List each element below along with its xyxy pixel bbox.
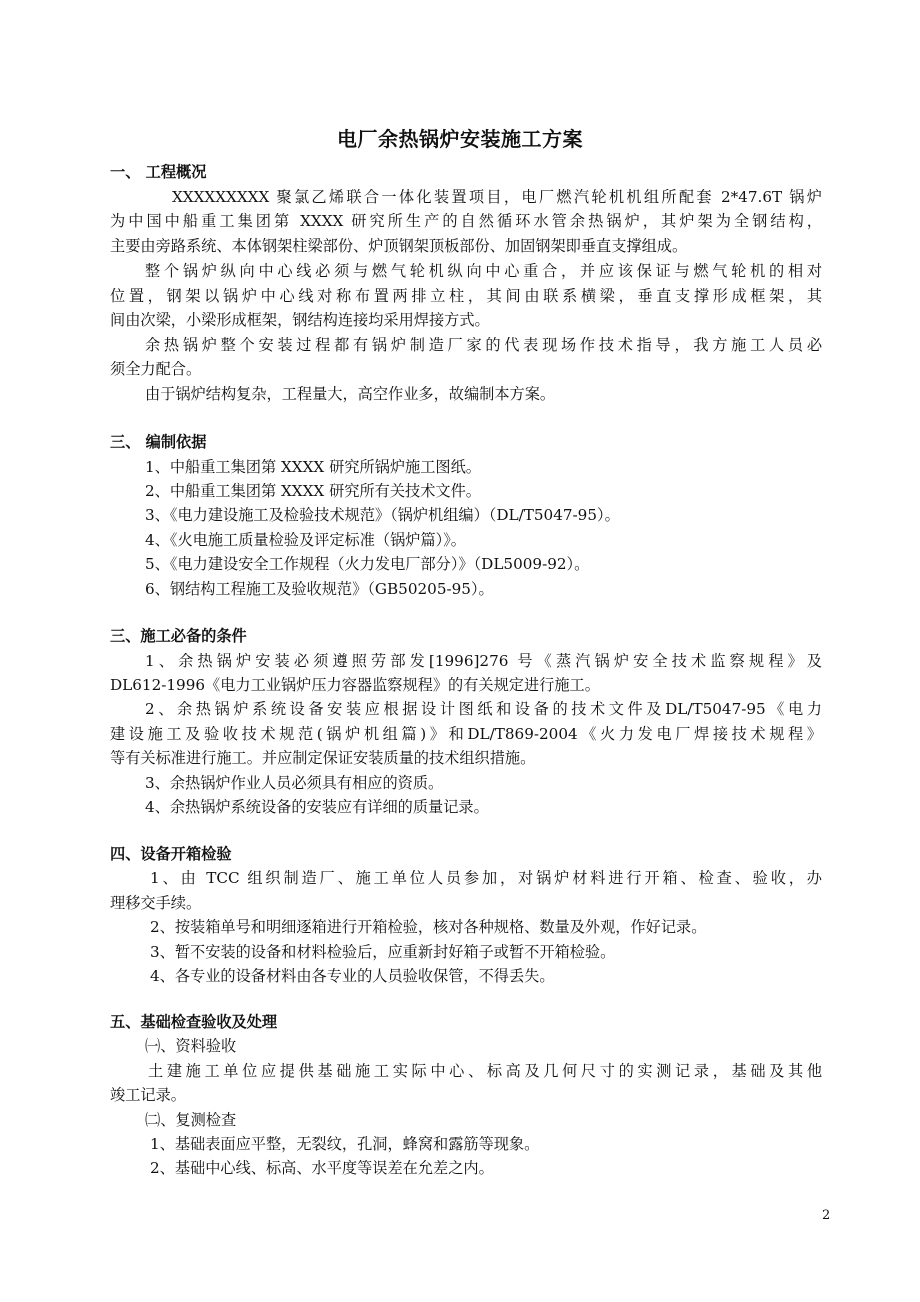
- document-title: 电厂余热锅炉安装施工方案: [337, 127, 583, 151]
- section-heading: 一、 工程概况: [110, 163, 207, 181]
- list-item: 6、钢结构工程施工及验收规范》（GB50205-95）。: [145, 580, 494, 598]
- section-heading: 三、 编制依据: [110, 433, 207, 451]
- page-number: 2: [822, 1208, 831, 1223]
- paragraph-line: 土建施工单位应提供基础施工实际中心、标高及几何尺寸的实测记录，基础及其他: [148, 1062, 822, 1080]
- paragraph-line: 须全力配合。: [110, 360, 202, 378]
- list-item: 4、各专业的设备材料由各专业的人员验收保管，不得丢失。: [150, 967, 555, 985]
- list-item: 4、余热锅炉系统设备的安装应有详细的质量记录。: [145, 798, 489, 816]
- list-item: 1、由 TCC 组织制造厂、施工单位人员参加，对锅炉材料进行开箱、检查、验收，办: [150, 869, 822, 887]
- paragraph-line: 建设施工及验收技术规范(锅炉机组篇)》和DL/T869-2004《火力发电厂焊接技术规程》: [110, 725, 822, 743]
- list-item: 3、《电力建设施工及检验技术规范》（锅炉机组编）（DL/T5047-95）。: [145, 506, 620, 524]
- paragraph-line: XXXXXXXXX 聚氯乙烯联合一体化装置项目，电厂燃汽轮机机组所配套 2*47.6T 锅炉: [172, 188, 822, 206]
- list-item: 2、按装箱单号和明细逐箱进行开箱检验，核对各种规格、数量及外观，作好记录。: [150, 918, 707, 936]
- section-heading: 三、施工必备的条件: [110, 627, 247, 645]
- paragraph-line: 等有关标准进行施工。并应制定保证安装质量的技术组织措施。: [110, 749, 536, 767]
- paragraph-line: 间由次梁，小梁形成框架，钢结构连接均采用焊接方式。: [110, 311, 490, 329]
- paragraph-line: 由于锅炉结构复杂，工程量大，高空作业多，故编制本方案。: [145, 385, 556, 403]
- paragraph-line: 理移交手续。: [110, 894, 202, 912]
- paragraph-line: DL612-1996《电力工业锅炉压力容器监察规程》的有关规定进行施工。: [110, 676, 600, 694]
- paragraph-line: 竣工记录。: [110, 1086, 186, 1104]
- list-item: 3、余热锅炉作业人员必须具有相应的资质。: [145, 774, 444, 792]
- list-item: 2、基础中心线、标高、水平度等误差在允差之内。: [150, 1159, 494, 1177]
- paragraph-line: 为中国中船重工集团第 XXXX 研究所生产的自然循环水管余热锅炉，其炉架为全钢结构，: [110, 212, 822, 230]
- paragraph-line: 位置，钢架以锅炉中心线对称布置两排立柱，其间由联系横梁，垂直支撑形成框架，其: [110, 287, 822, 305]
- list-item: 4、《火电施工质量检验及评定标准（锅炉篇）》。: [145, 531, 466, 549]
- paragraph-line: 主要由旁路系统、本体钢架柱梁部份、炉顶钢架顶板部份、加固钢架即垂直支撑组成。: [110, 237, 688, 255]
- list-item: 2、中船重工集团第 XXXX 研究所有关技术文件。: [145, 482, 481, 500]
- section-heading: 五、基础检查验收及处理: [110, 1013, 278, 1031]
- list-item: 3、暂不安装的设备和材料检验后，应重新封好箱子或暂不开箱检验。: [150, 943, 616, 961]
- list-item: 5、《电力建设安全工作规程（火力发电厂部分）》（DL5009-92）。: [145, 555, 590, 573]
- list-item: 1、中船重工集团第 XXXX 研究所锅炉施工图纸。: [145, 458, 481, 476]
- list-item: 1、余热锅炉安装必须遵照劳部发[1996]276 号《蒸汽锅炉安全技术监察规程》及: [145, 652, 822, 670]
- subsection-heading: ㈡、复测检查: [145, 1111, 237, 1129]
- paragraph-line: 余热锅炉整个安装过程都有锅炉制造厂家的代表现场作技术指导，我方施工人员必: [145, 336, 822, 354]
- section-heading: 四、设备开箱检验: [110, 845, 232, 863]
- list-item: 1、基础表面应平整，无裂纹，孔洞，蜂窝和露筋等现象。: [150, 1135, 540, 1153]
- paragraph-line: 整个锅炉纵向中心线必须与燃气轮机纵向中心重合，并应该保证与燃气轮机的相对: [145, 262, 822, 280]
- list-item: 2、余热锅炉系统设备安装应根据设计图纸和设备的技术文件及DL/T5047-95《电力: [145, 700, 822, 718]
- subsection-heading: ㈠、资料验收: [145, 1037, 237, 1055]
